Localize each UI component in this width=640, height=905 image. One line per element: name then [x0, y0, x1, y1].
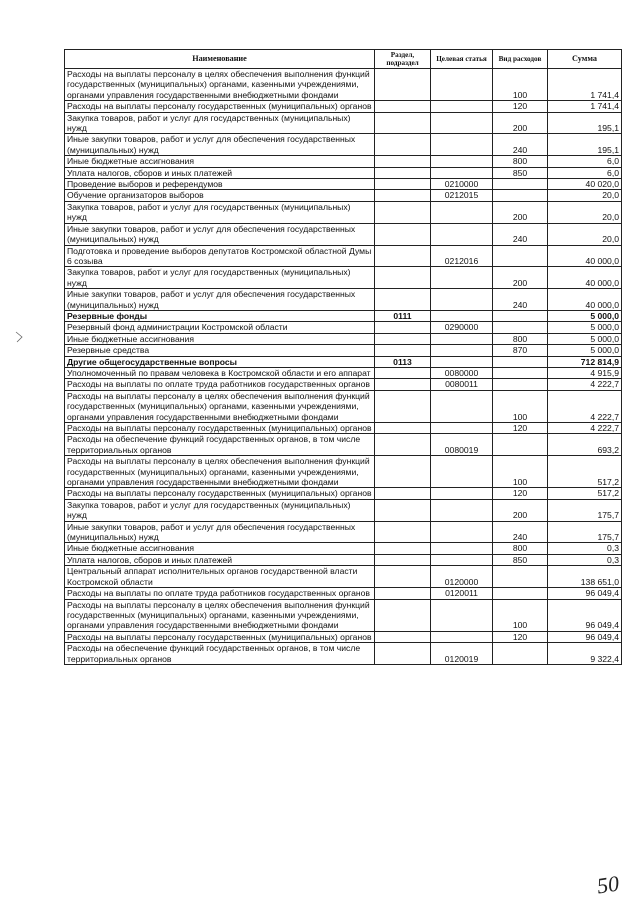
table-row	[65, 356, 622, 367]
cell-target	[431, 390, 493, 422]
cell-sum: 5 000,0	[548, 310, 622, 321]
cell-type	[493, 566, 548, 588]
cell-section: 0111	[375, 310, 431, 321]
table-row	[65, 554, 622, 565]
table-row	[65, 367, 622, 378]
cell-name: Центральный аппарат исполнительных органов государственной власти Костромской области	[65, 566, 375, 588]
cell-name: Закупка товаров, работ и услуг для государственных (муниципальных) нужд	[65, 499, 375, 521]
cell-name: Иные закупки товаров, работ и услуг для обеспечения государственных (муниципальных) нужд	[65, 289, 375, 311]
cell-section	[375, 223, 431, 245]
cell-target	[431, 499, 493, 521]
cell-target: 0080019	[431, 434, 493, 456]
table-row	[65, 379, 622, 390]
cell-name: Резервные фонды	[65, 310, 375, 321]
cell-name: Иные бюджетные ассигнования	[65, 156, 375, 167]
cell-sum: 4 222,7	[548, 423, 622, 434]
cell-name: Расходы на обеспечение функций государственных органов, в том числе территориальных органов	[65, 643, 375, 665]
table-row	[65, 156, 622, 167]
cell-type	[493, 245, 548, 267]
header-type: Вид расходов	[493, 50, 548, 69]
cell-type: 240	[493, 521, 548, 543]
cell-target	[431, 599, 493, 631]
cell-type: 240	[493, 134, 548, 156]
cell-target: 0120019	[431, 643, 493, 665]
cell-sum: 712 814,9	[548, 356, 622, 367]
margin-tick-mark	[14, 330, 24, 344]
cell-target	[431, 456, 493, 488]
cell-name: Резервные средства	[65, 345, 375, 356]
cell-type: 800	[493, 543, 548, 554]
cell-name: Уплата налогов, сборов и иных платежей	[65, 554, 375, 565]
cell-section	[375, 631, 431, 642]
cell-target	[431, 488, 493, 499]
cell-sum: 20,0	[548, 223, 622, 245]
cell-section	[375, 554, 431, 565]
table-row	[65, 101, 622, 112]
cell-section	[375, 390, 431, 422]
cell-sum: 1 741,4	[548, 101, 622, 112]
cell-section	[375, 566, 431, 588]
cell-sum: 9 322,4	[548, 643, 622, 665]
cell-name: Иные бюджетные ассигнования	[65, 333, 375, 344]
table-row	[65, 289, 622, 311]
table-row	[65, 223, 622, 245]
table-row	[65, 434, 622, 456]
cell-name: Расходы на выплаты по оплате труда работников государственных органов	[65, 379, 375, 390]
cell-section	[375, 434, 431, 456]
cell-target: 0120000	[431, 566, 493, 588]
table-row	[65, 566, 622, 588]
cell-type	[493, 434, 548, 456]
cell-target	[431, 554, 493, 565]
cell-section	[375, 643, 431, 665]
table-row	[65, 488, 622, 499]
cell-sum: 5 000,0	[548, 333, 622, 344]
cell-section	[375, 245, 431, 267]
table-row	[65, 134, 622, 156]
table-body	[65, 69, 622, 665]
cell-target	[431, 223, 493, 245]
cell-section	[375, 521, 431, 543]
cell-type: 100	[493, 599, 548, 631]
cell-type: 120	[493, 631, 548, 642]
cell-type	[493, 643, 548, 665]
cell-name: Иные бюджетные ассигнования	[65, 543, 375, 554]
cell-target: 0080000	[431, 367, 493, 378]
cell-target	[431, 423, 493, 434]
cell-type: 120	[493, 423, 548, 434]
cell-name: Расходы на выплаты персоналу государственных (муниципальных) органов	[65, 423, 375, 434]
cell-name: Иные закупки товаров, работ и услуг для обеспечения государственных (муниципальных) нужд	[65, 223, 375, 245]
table-header-row	[65, 50, 622, 69]
cell-sum: 138 651,0	[548, 566, 622, 588]
cell-target	[431, 631, 493, 642]
cell-section	[375, 488, 431, 499]
table-row	[65, 643, 622, 665]
cell-name: Расходы на выплаты персоналу в целях обеспечения выполнения функций государственных (муниципальных) органами, казенными учреждениями, органами управления государственными внебюджетными фондами	[65, 456, 375, 488]
cell-sum: 175,7	[548, 499, 622, 521]
cell-section	[375, 322, 431, 333]
cell-type: 100	[493, 390, 548, 422]
cell-sum: 5 000,0	[548, 322, 622, 333]
table-row	[65, 423, 622, 434]
cell-section	[375, 179, 431, 190]
cell-target	[431, 521, 493, 543]
cell-name: Расходы на выплаты персоналу в целях обеспечения выполнения функций государственных (муниципальных) органами, казенными учреждениями, органами управления государственными внебюджетными фондами	[65, 69, 375, 101]
cell-section: 0113	[375, 356, 431, 367]
cell-section	[375, 333, 431, 344]
cell-sum: 195,1	[548, 112, 622, 134]
table-row	[65, 333, 622, 344]
cell-type	[493, 322, 548, 333]
header-section: Раздел, подраздел	[375, 50, 431, 69]
cell-type	[493, 367, 548, 378]
cell-section	[375, 69, 431, 101]
cell-type: 120	[493, 488, 548, 499]
cell-target: 0212016	[431, 245, 493, 267]
cell-sum: 0,3	[548, 543, 622, 554]
cell-sum: 20,0	[548, 190, 622, 201]
cell-sum: 517,2	[548, 488, 622, 499]
cell-section	[375, 499, 431, 521]
cell-name: Расходы на выплаты по оплате труда работников государственных органов	[65, 588, 375, 599]
cell-type	[493, 310, 548, 321]
cell-type: 120	[493, 101, 548, 112]
cell-name: Уплата налогов, сборов и иных платежей	[65, 167, 375, 178]
table-row	[65, 190, 622, 201]
cell-sum: 195,1	[548, 134, 622, 156]
cell-sum: 5 000,0	[548, 345, 622, 356]
cell-section	[375, 599, 431, 631]
table-row	[65, 631, 622, 642]
cell-name: Обучение организаторов выборов	[65, 190, 375, 201]
cell-target	[431, 310, 493, 321]
header-target: Целевая статья	[431, 50, 493, 69]
table-row	[65, 322, 622, 333]
cell-section	[375, 134, 431, 156]
cell-section	[375, 156, 431, 167]
cell-target	[431, 69, 493, 101]
cell-type: 100	[493, 69, 548, 101]
cell-type: 200	[493, 499, 548, 521]
cell-sum: 0,3	[548, 554, 622, 565]
table-row	[65, 310, 622, 321]
cell-name: Уполномоченный по правам человека в Костромской области и его аппарат	[65, 367, 375, 378]
cell-section	[375, 588, 431, 599]
cell-target	[431, 345, 493, 356]
cell-target	[431, 543, 493, 554]
cell-sum: 517,2	[548, 456, 622, 488]
table-row	[65, 390, 622, 422]
cell-type: 850	[493, 167, 548, 178]
cell-name: Закупка товаров, работ и услуг для государственных (муниципальных) нужд	[65, 112, 375, 134]
cell-type	[493, 356, 548, 367]
cell-name: Расходы на выплаты персоналу государственных (муниципальных) органов	[65, 631, 375, 642]
cell-section	[375, 101, 431, 112]
budget-table	[64, 49, 622, 665]
cell-sum: 4 222,7	[548, 390, 622, 422]
cell-type	[493, 190, 548, 201]
cell-name: Другие общегосударственные вопросы	[65, 356, 375, 367]
cell-type	[493, 379, 548, 390]
table-row	[65, 588, 622, 599]
cell-target	[431, 289, 493, 311]
cell-target: 0120011	[431, 588, 493, 599]
cell-sum: 20,0	[548, 201, 622, 223]
cell-sum: 96 049,4	[548, 631, 622, 642]
cell-section	[375, 201, 431, 223]
table-row	[65, 112, 622, 134]
table-row	[65, 499, 622, 521]
cell-section	[375, 167, 431, 178]
cell-section	[375, 112, 431, 134]
cell-section	[375, 289, 431, 311]
cell-target: 0210000	[431, 179, 493, 190]
table-row	[65, 69, 622, 101]
cell-sum: 6,0	[548, 156, 622, 167]
cell-name: Иные закупки товаров, работ и услуг для обеспечения государственных (муниципальных) нужд	[65, 134, 375, 156]
table-row	[65, 599, 622, 631]
cell-sum: 693,2	[548, 434, 622, 456]
cell-name: Расходы на выплаты персоналу государственных (муниципальных) органов	[65, 101, 375, 112]
cell-type: 200	[493, 267, 548, 289]
cell-name: Проведение выборов и референдумов	[65, 179, 375, 190]
cell-sum: 1 741,4	[548, 69, 622, 101]
cell-name: Подготовка и проведение выборов депутатов Костромской областной Думы 6 созыва	[65, 245, 375, 267]
cell-type: 240	[493, 223, 548, 245]
cell-section	[375, 367, 431, 378]
cell-target	[431, 201, 493, 223]
cell-target: 0080011	[431, 379, 493, 390]
cell-target	[431, 333, 493, 344]
cell-type: 100	[493, 456, 548, 488]
cell-target	[431, 356, 493, 367]
table-row	[65, 267, 622, 289]
cell-sum: 4 222,7	[548, 379, 622, 390]
cell-type: 200	[493, 112, 548, 134]
cell-sum: 40 000,0	[548, 245, 622, 267]
cell-section	[375, 423, 431, 434]
cell-type: 850	[493, 554, 548, 565]
cell-name: Расходы на обеспечение функций государственных органов, в том числе территориальных органов	[65, 434, 375, 456]
table-row	[65, 167, 622, 178]
cell-target: 0212015	[431, 190, 493, 201]
header-name: Наименование	[65, 50, 375, 69]
cell-section	[375, 190, 431, 201]
table-row	[65, 345, 622, 356]
cell-section	[375, 267, 431, 289]
header-sum: Сумма	[548, 50, 622, 69]
cell-target	[431, 101, 493, 112]
cell-type: 800	[493, 156, 548, 167]
table-row	[65, 543, 622, 554]
cell-target	[431, 156, 493, 167]
cell-name: Закупка товаров, работ и услуг для государственных (муниципальных) нужд	[65, 267, 375, 289]
cell-type: 870	[493, 345, 548, 356]
cell-name: Расходы на выплаты персоналу в целях обеспечения выполнения функций государственных (муниципальных) органами, казенными учреждениями, органами управления государственными внебюджетными фондами	[65, 599, 375, 631]
cell-name: Закупка товаров, работ и услуг для государственных (муниципальных) нужд	[65, 201, 375, 223]
cell-sum: 40 000,0	[548, 267, 622, 289]
table-row	[65, 521, 622, 543]
cell-sum: 4 915,9	[548, 367, 622, 378]
cell-section	[375, 379, 431, 390]
cell-name: Резервный фонд администрации Костромской области	[65, 322, 375, 333]
cell-section	[375, 456, 431, 488]
cell-name: Расходы на выплаты персоналу в целях обеспечения выполнения функций государственных (муниципальных) органами, казенными учреждениями, органами управления государственными внебюджетными фондами	[65, 390, 375, 422]
cell-section	[375, 345, 431, 356]
cell-type: 800	[493, 333, 548, 344]
table-row	[65, 201, 622, 223]
cell-target: 0290000	[431, 322, 493, 333]
cell-sum: 6,0	[548, 167, 622, 178]
cell-sum: 96 049,4	[548, 588, 622, 599]
cell-section	[375, 543, 431, 554]
table-row	[65, 179, 622, 190]
cell-sum: 96 049,4	[548, 599, 622, 631]
cell-target	[431, 134, 493, 156]
cell-target	[431, 167, 493, 178]
cell-sum: 40 000,0	[548, 289, 622, 311]
cell-sum: 40 020,0	[548, 179, 622, 190]
cell-type	[493, 588, 548, 599]
cell-type	[493, 179, 548, 190]
table-row	[65, 456, 622, 488]
table-row	[65, 245, 622, 267]
cell-sum: 175,7	[548, 521, 622, 543]
cell-target	[431, 267, 493, 289]
cell-name: Расходы на выплаты персоналу государственных (муниципальных) органов	[65, 488, 375, 499]
page-number: 50	[595, 870, 621, 899]
cell-type: 200	[493, 201, 548, 223]
cell-type: 240	[493, 289, 548, 311]
cell-name: Иные закупки товаров, работ и услуг для обеспечения государственных (муниципальных) нужд	[65, 521, 375, 543]
cell-target	[431, 112, 493, 134]
